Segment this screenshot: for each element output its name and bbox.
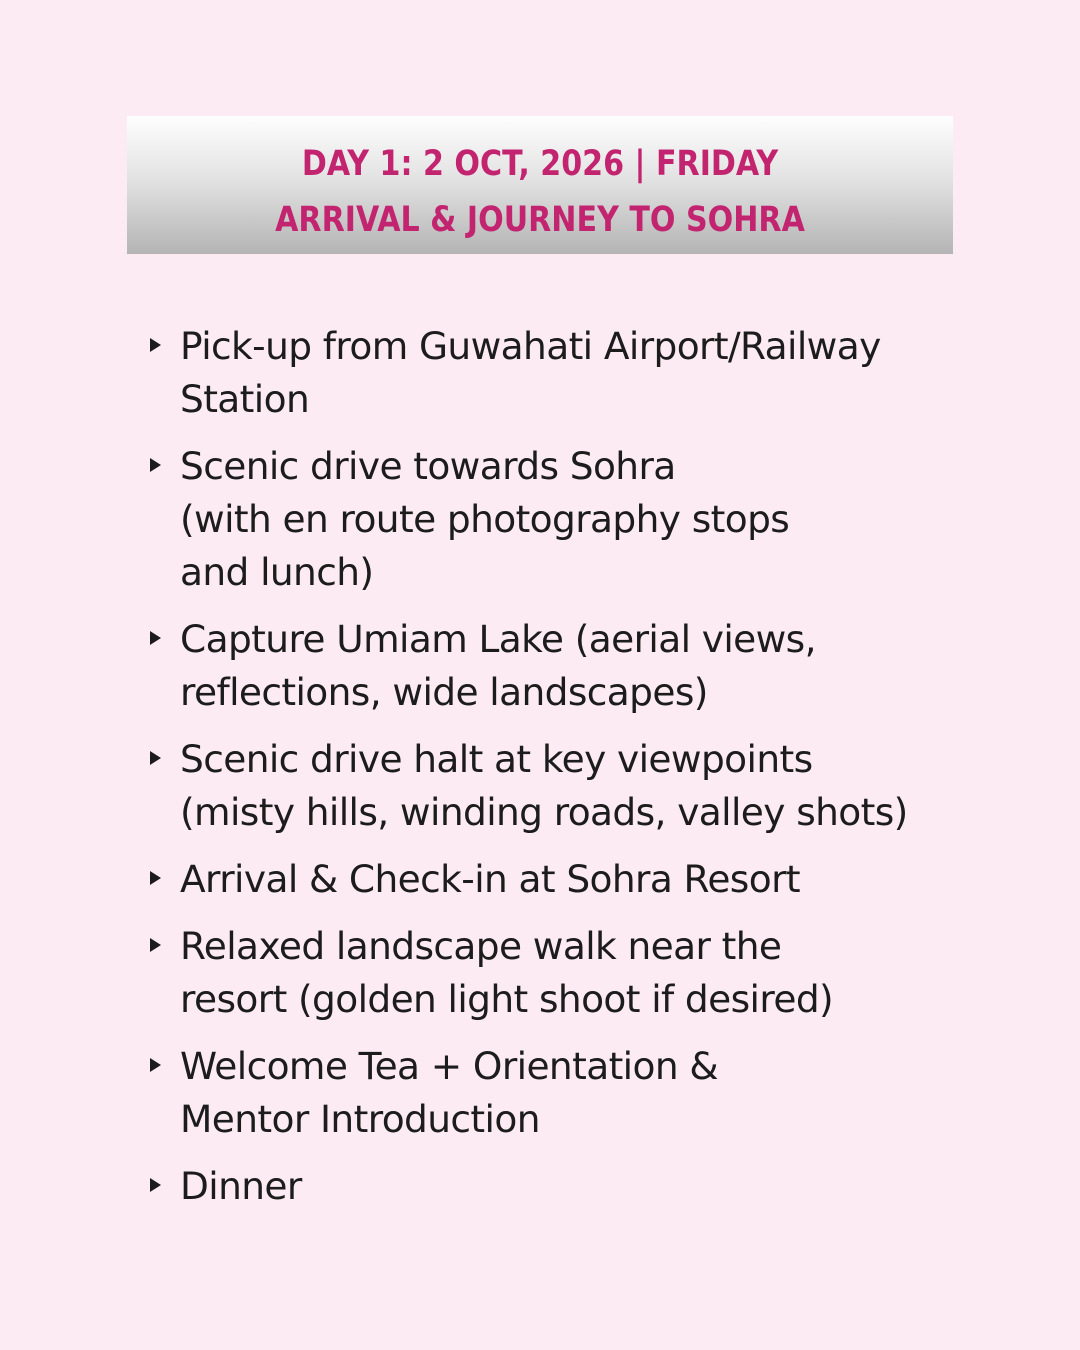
itinerary-list (148, 320, 1048, 1227)
bullet-icon (150, 458, 161, 472)
list-item (148, 1040, 1048, 1146)
bullet-icon (150, 751, 161, 765)
list-item (148, 853, 1048, 906)
list-item (148, 613, 1048, 719)
day-date-heading: DAY 1: 2 OCT, 2026 | FRIDAY (301, 144, 779, 184)
list-item-text: Capture Umiam Lake (aerial views, (180, 617, 816, 661)
bullet-icon (150, 1178, 161, 1192)
list-item-text: Scenic drive halt at key viewpoints (180, 737, 813, 781)
day-title-heading: ARRIVAL & JOURNEY TO SOHRA (275, 200, 805, 240)
list-item-text: Arrival & Check-in at Sohra Resort (180, 857, 800, 901)
list-item-text: resort (golden light shoot if desired) (180, 977, 834, 1021)
bullet-icon (150, 631, 161, 645)
list-item (148, 1160, 1048, 1213)
list-item (148, 920, 1048, 1026)
list-item-text: Mentor Introduction (180, 1097, 540, 1141)
bullet-icon (150, 1058, 161, 1072)
list-item-text: Scenic drive towards Sohra (180, 444, 676, 488)
list-item-text: (with en route photography stops (180, 497, 790, 541)
bullet-icon (150, 871, 161, 885)
list-item-text: Relaxed landscape walk near the (180, 924, 782, 968)
list-item-text: (misty hills, winding roads, valley shots) (180, 790, 908, 834)
list-item (148, 320, 1048, 426)
list-item-text: and lunch) (180, 550, 374, 594)
list-item-text: reflections, wide landscapes) (180, 670, 708, 714)
bullet-icon (150, 938, 161, 952)
day-header-banner (127, 116, 953, 254)
list-item (148, 440, 1048, 599)
bullet-icon (150, 338, 161, 352)
list-item-text: Dinner (180, 1164, 302, 1208)
list-item-text: Station (180, 377, 310, 421)
list-item-text: Welcome Tea + Orientation & (180, 1044, 718, 1088)
list-item-text: Pick-up from Guwahati Airport/Railway (180, 324, 881, 368)
list-item (148, 733, 1048, 839)
